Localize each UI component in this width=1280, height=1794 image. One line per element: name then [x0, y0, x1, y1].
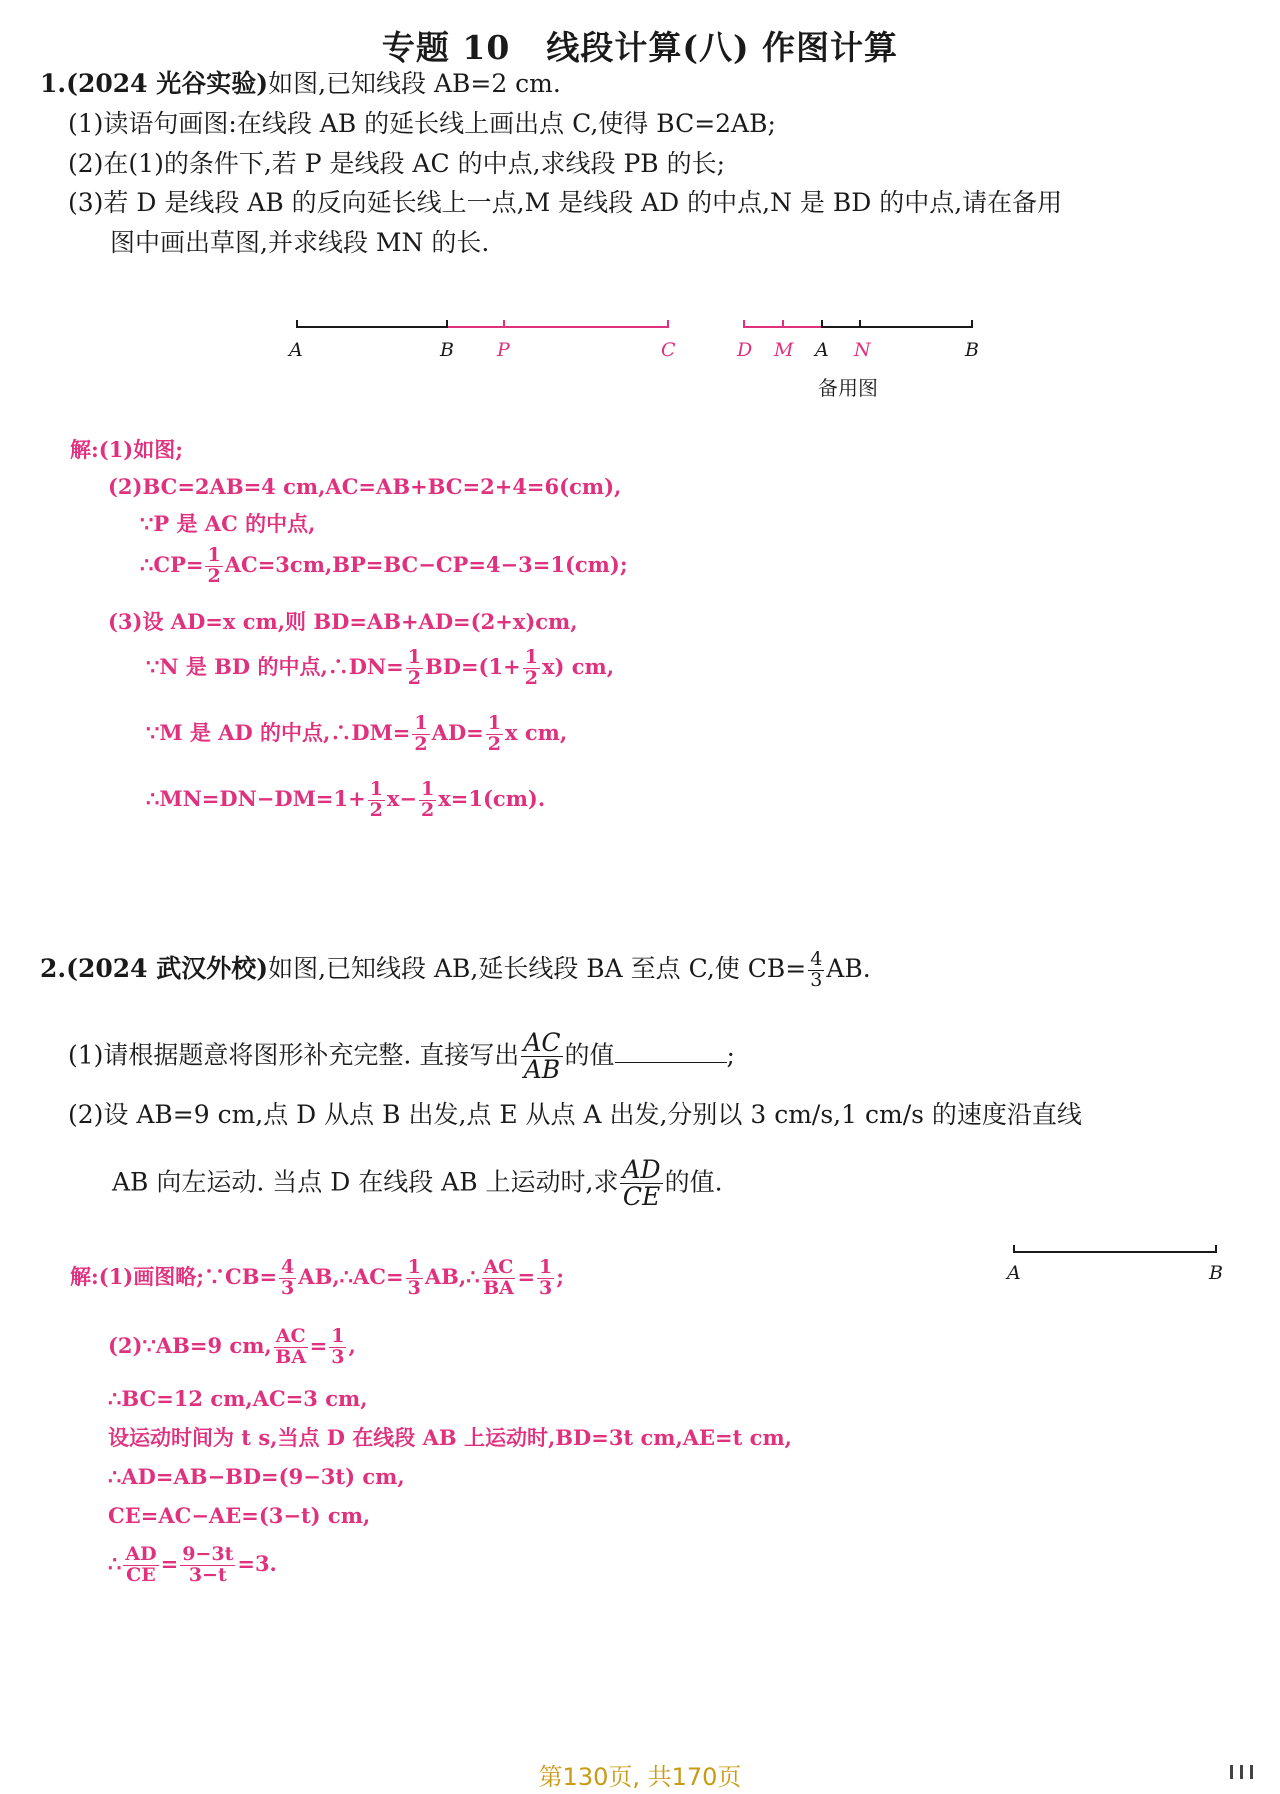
fig1-label-c: C: [661, 339, 676, 361]
q1-part3-line2: 图中画出草图,并求线段 MN 的长.: [110, 228, 490, 257]
q2-stem: 2.(2024 武汉外校)如图,已知线段 AB,延长线段 BA 至点 C,使 CB= $\frac{4}{3}$ AB.: [40, 948, 871, 991]
q1-sol-l7: ∵M 是 AD 的中点,∴DM= $\frac{1}{2}$ AD= $\frac{1}{2}$ x cm,: [146, 712, 568, 755]
fig2-label-m: M: [774, 339, 794, 361]
fig2-label-a: A: [815, 339, 829, 361]
q2-part2-line1: (2)设 AB=9 cm,点 D 从点 B 出发,点 E 从点 A 出发,分别以 3 cm/s,1 cm/s 的速度沿直线: [68, 1100, 1082, 1129]
q2-sol-l1: 解:(1)画图略;∵CB= $\frac{4}{3}$ AB,∴AC= $\frac{1}{3}$ AB,∴ $\frac{AC}{BA}$ = $\frac{1}{3}$ ;: [70, 1256, 565, 1299]
q1-stem: 1.(2024 光谷实验)如图,已知线段 AB=2 cm.: [40, 69, 561, 98]
q1-sol-l4: ∴CP= $\frac{1}{2}$ AC=3cm,BP=BC−CP=4−3=1(cm);: [140, 544, 628, 587]
q2-sol-l7: ∴ $\frac{AD}{CE}$ = $\frac{9-3t}{3-t}$ =3.: [108, 1543, 277, 1586]
q1-sol-l3: ∵P 是 AC 的中点,: [140, 511, 316, 536]
q1-sol-l6: ∵N 是 BD 的中点,∴DN= $\frac{1}{2}$ BD=(1+ $\frac{1}{2}$ x) cm,: [146, 646, 615, 689]
q2-part1: (1)请根据题意将图形补充完整. 直接写出 $\frac{AC}{AB}$ 的值 ;: [68, 1028, 735, 1085]
q1-part1: (1)读语句画图:在线段 AB 的延长线上画出点 C,使得 BC=2AB;: [68, 109, 776, 138]
fig2-label-b: B: [965, 339, 979, 361]
fig2-label-d: D: [737, 339, 753, 361]
q1-sol-l5: (3)设 AD=x cm,则 BD=AB+AD=(2+x)cm,: [108, 609, 578, 634]
q2-sol-l3: ∴BC=12 cm,AC=3 cm,: [108, 1386, 368, 1411]
fig2-caption: 备用图: [818, 376, 878, 400]
q2-part2-line2: AB 向左运动. 当点 D 在线段 AB 上运动时,求 $\frac{AD}{CE}$ 的值.: [112, 1155, 723, 1212]
q2-fig-label-b: B: [1209, 1262, 1223, 1284]
fig2-label-n: N: [854, 339, 871, 361]
fig1-label-a: A: [289, 339, 303, 361]
fig1-label-b: B: [440, 339, 454, 361]
q1-sol-l2: (2)BC=2AB=4 cm,AC=AB+BC=2+4=6(cm),: [108, 474, 622, 499]
q1-sol-l8: ∴MN=DN−DM=1+ $\frac{1}{2}$ x− $\frac{1}{2}$ x=1(cm).: [146, 778, 546, 821]
page-title: 专题 10 线段计算(八) 作图计算: [381, 28, 899, 67]
pager-grip-icon[interactable]: [1228, 1762, 1264, 1782]
q2-sol-l2: (2)∵AB=9 cm, $\frac{AC}{BA}$ = $\frac{1}{3}$ ,: [108, 1325, 356, 1368]
q2-sol-l4: 设运动时间为 t s,当点 D 在线段 AB 上运动时,BD=3t cm,AE=t cm,: [108, 1425, 792, 1450]
q2-fig-label-a: A: [1007, 1262, 1021, 1284]
q1-part2: (2)在(1)的条件下,若 P 是线段 AC 的中点,求线段 PB 的长;: [68, 149, 726, 178]
page-indicator: 第130页, 共170页: [538, 1763, 742, 1791]
q1-sol-l1: 解:(1)如图;: [70, 437, 183, 462]
q2-sol-l6: CE=AC−AE=(3−t) cm,: [108, 1503, 371, 1528]
q1-part3-line1: (3)若 D 是线段 AB 的反向延长线上一点,M 是线段 AD 的中点,N 是 BD 的中点,请在备用: [68, 188, 1063, 217]
fig1-label-p: P: [497, 339, 510, 361]
q2-sol-l5: ∴AD=AB−BD=(9−3t) cm,: [108, 1464, 405, 1489]
